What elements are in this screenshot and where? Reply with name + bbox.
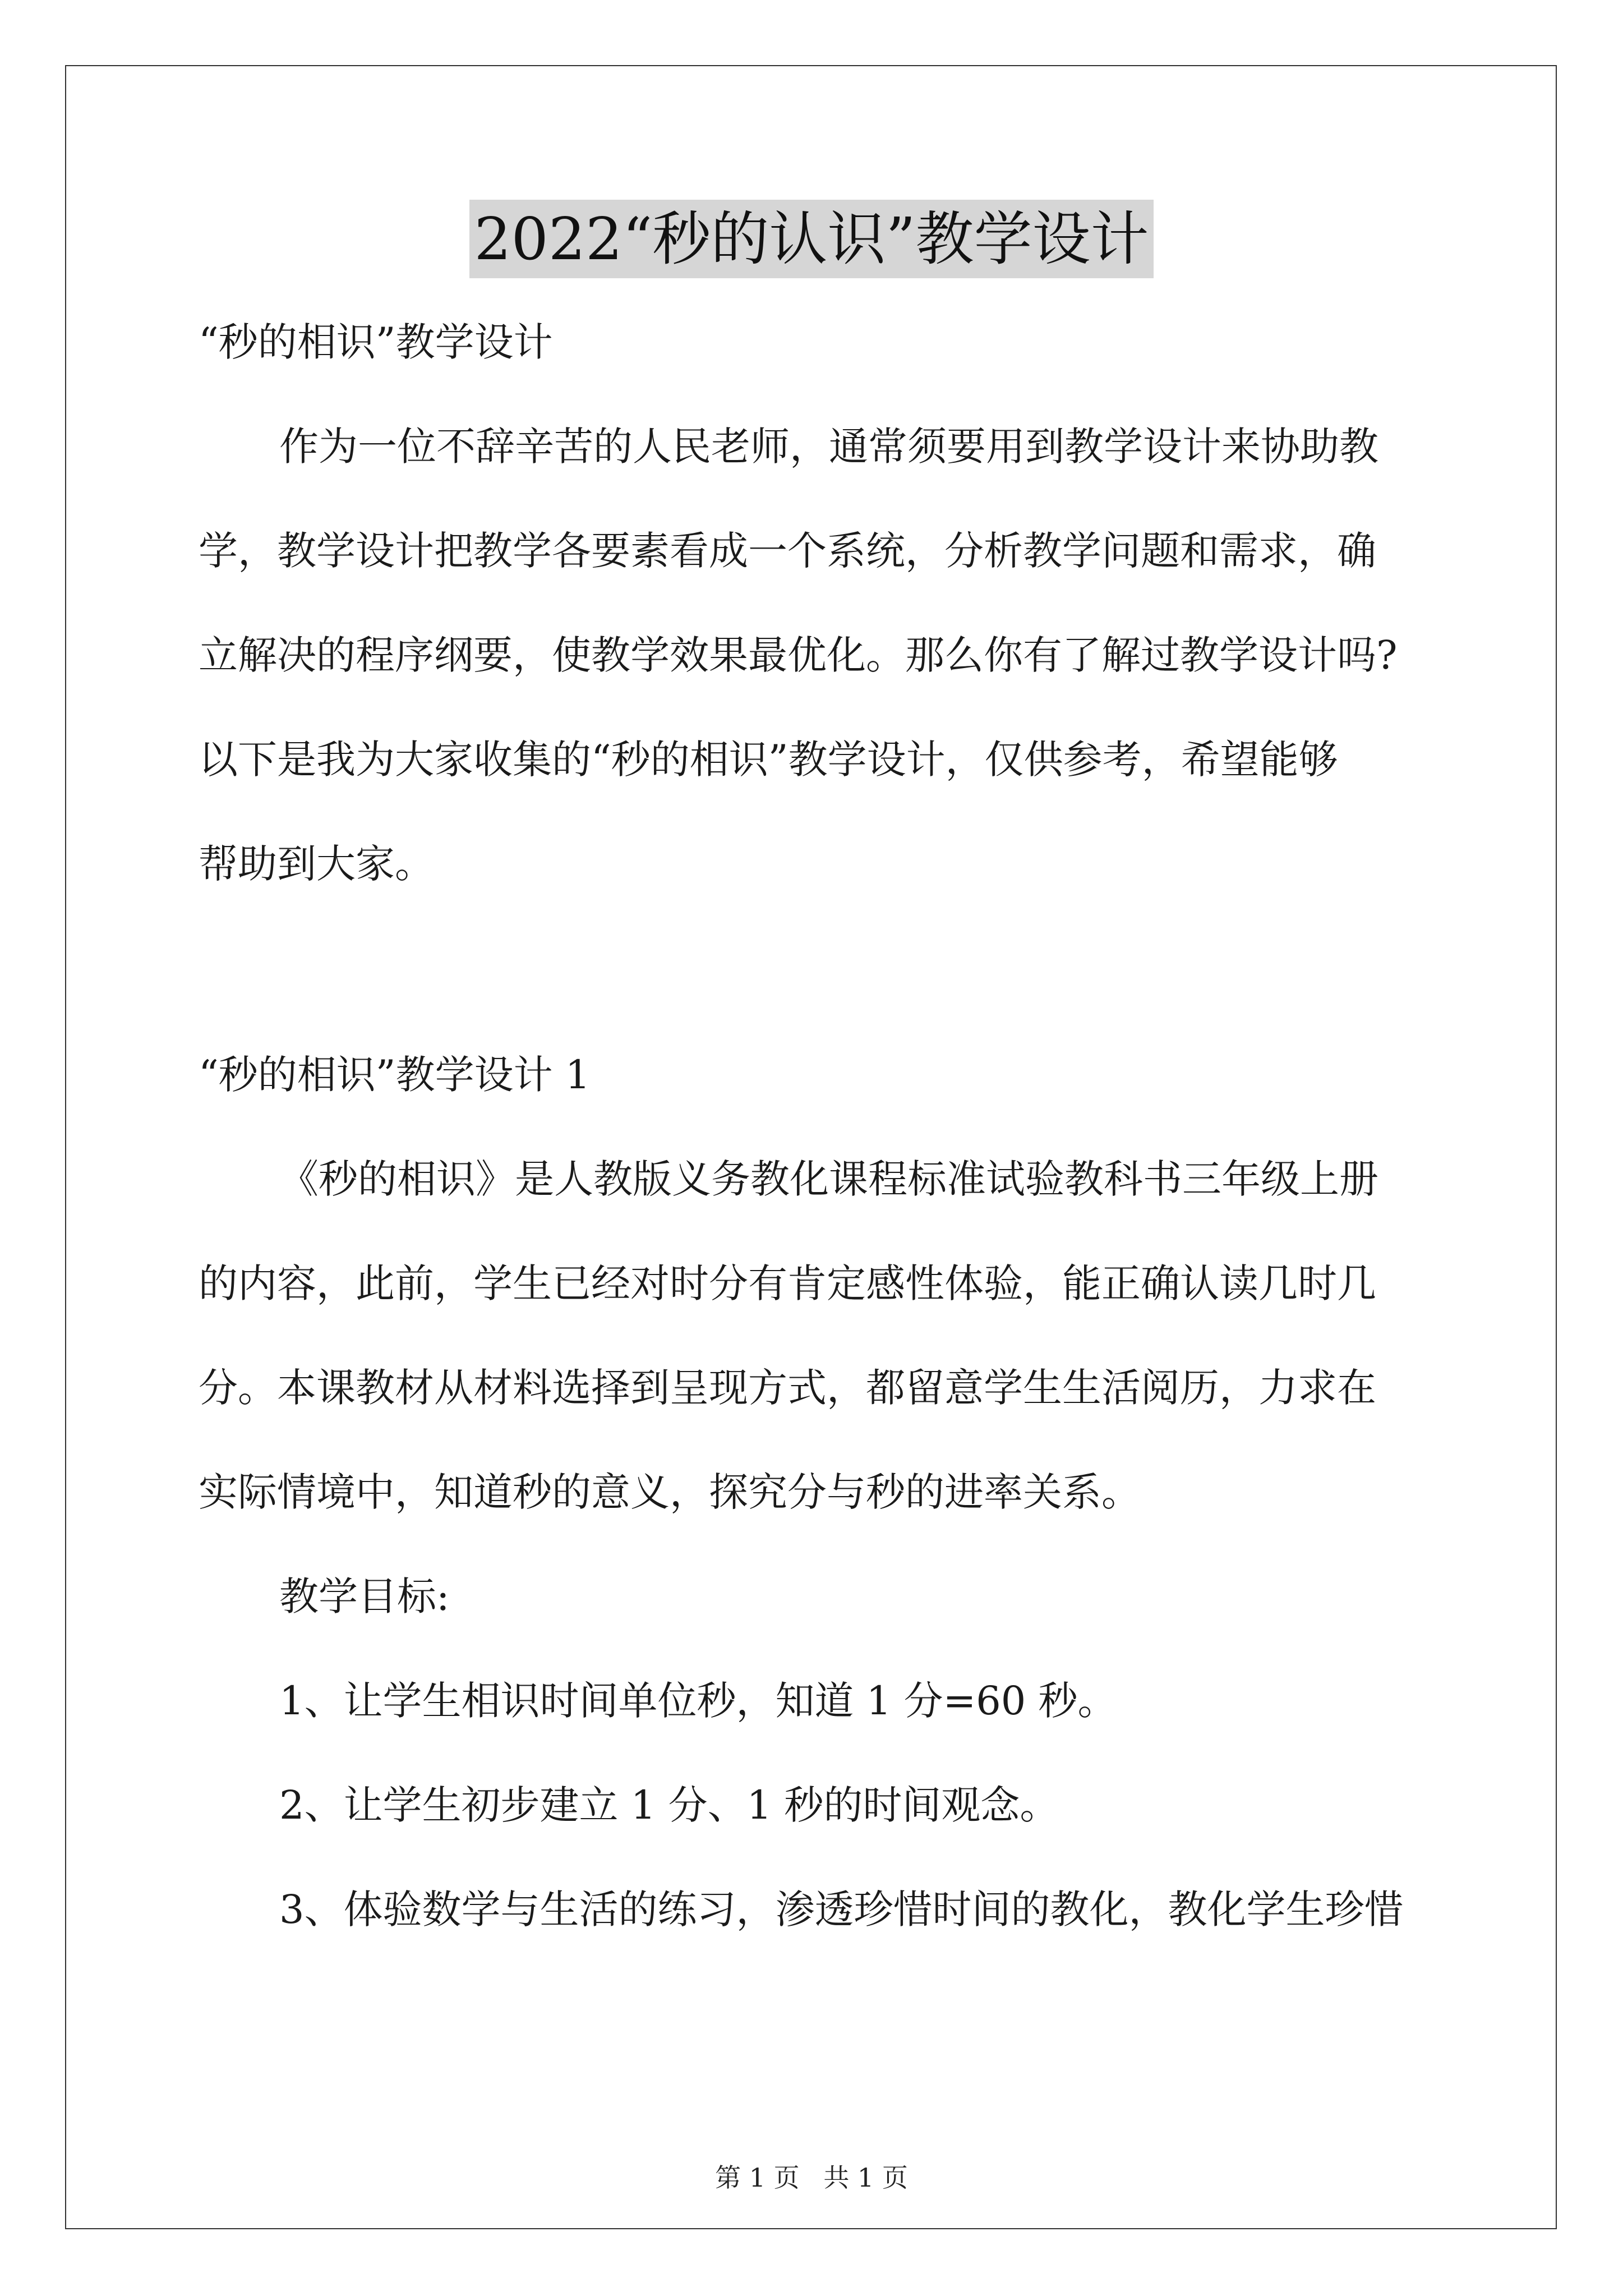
title-container (0, 200, 1623, 278)
paragraph-line: 立解决的程序纲要，使教学效果最优化。那么你有了解过教学设计吗? (199, 632, 1398, 678)
objective-item: 3、体验数学与生活的练习，渗透珍惜时间的教化，教化学生珍惜 (279, 1887, 1404, 1932)
objective-item: 2、让学生初步建立 1 分、1 秒的时间观念。 (279, 1782, 1059, 1828)
document-title: 2022“秒的认识”教学设计 (469, 200, 1153, 278)
page-footer (0, 2157, 1623, 2194)
subtitle-line: “秒的相识”教学设计 (199, 319, 553, 365)
page-total: 共 1 页 (823, 2162, 908, 2193)
objective-item: 1、让学生相识时间单位秒，知道 1 分=60 秒。 (279, 1678, 1117, 1724)
paragraph-line: 以下是我为大家收集的“秒的相识”教学设计，仅供参考，希望能够 (199, 737, 1338, 783)
paragraph-line: 的内容，此前，学生已经对时分有肯定感性体验，能正确认读几时几 (199, 1260, 1376, 1306)
section-heading: “秒的相识”教学设计 1 (199, 1052, 591, 1098)
paragraph-line: 帮助到大家。 (199, 841, 434, 887)
paragraph-line: 实际情境中，知道秒的意义，探究分与秒的进率关系。 (199, 1469, 1141, 1515)
objectives-heading: 教学目标: (279, 1573, 450, 1619)
page-number: 第 1 页 (715, 2162, 800, 2193)
paragraph-line: 作为一位不辞辛苦的人民老师，通常须要用到教学设计来协助教 (279, 424, 1378, 470)
paragraph-line: 学，教学设计把教学各要素看成一个系统，分析教学问题和需求，确 (199, 528, 1376, 574)
paragraph-line: 分。本课教材从材料选择到呈现方式，都留意学生生活阅历，力求在 (199, 1365, 1376, 1411)
paragraph-line: 《秒的相识》是人教版义务教化课程标准试验教科书三年级上册 (279, 1156, 1378, 1202)
